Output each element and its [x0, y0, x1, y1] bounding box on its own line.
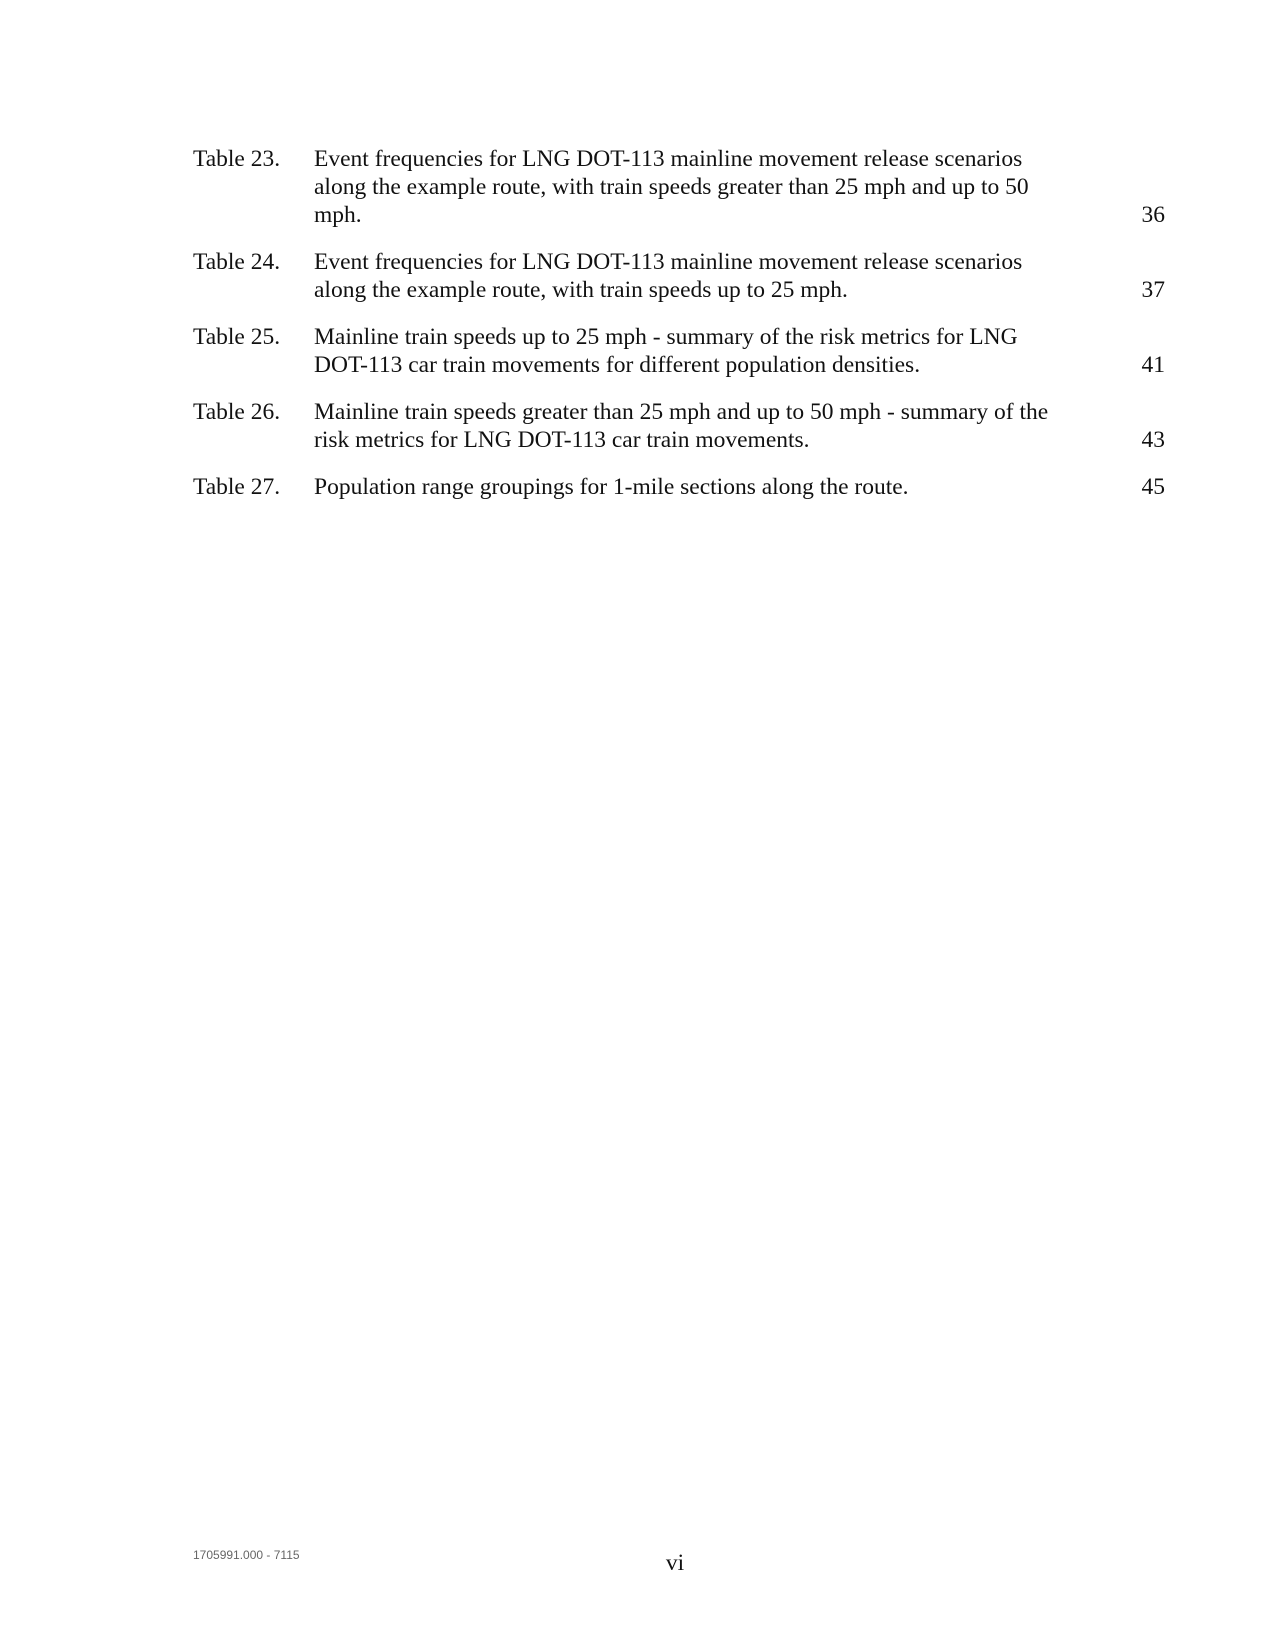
toc-entry-table-26[interactable]	[193, 398, 1165, 454]
toc-entry-title: Event frequencies for LNG DOT-113 mainline movement release scenarios along the example route, with train speeds up to 25 mph.	[314, 249, 1023, 303]
toc-entry-page-number: 36	[1141, 202, 1165, 228]
toc-entry-title: Mainline train speeds up to 25 mph - summary of the risk metrics for LNG DOT-113 car train movements for different population densities.	[314, 324, 1018, 378]
document-number: 1705991.000 - 7115	[193, 1548, 300, 1562]
toc-entry-table-24[interactable]	[193, 248, 1165, 304]
toc-entry-table-27[interactable]	[193, 473, 1165, 501]
toc-entry-label: Table 25.	[193, 324, 281, 350]
toc-entry-page-number: 41	[1141, 352, 1165, 378]
toc-entry-page-number: 37	[1141, 277, 1165, 303]
toc-entry-label: Table 27.	[193, 474, 281, 500]
toc-entry-title: Mainline train speeds greater than 25 mph and up to 50 mph - summary of the risk metrics for LNG DOT-113 car train movements.	[314, 399, 1049, 453]
toc-entry-table-25[interactable]	[193, 323, 1165, 379]
toc-entry-table-23[interactable]	[193, 145, 1165, 229]
list-of-tables	[193, 145, 1165, 520]
toc-entry-title: Population range groupings for 1-mile sections along the route.	[314, 474, 909, 500]
toc-entry-page-number: 45	[1141, 474, 1165, 500]
toc-entry-label: Table 23.	[193, 146, 281, 172]
toc-entry-page-number: 43	[1141, 427, 1165, 453]
toc-entry-label: Table 26.	[193, 399, 281, 425]
toc-entry-label: Table 24.	[193, 249, 281, 275]
page-number: vi	[665, 1550, 685, 1576]
toc-entry-title: Event frequencies for LNG DOT-113 mainline movement release scenarios along the example route, with train speeds greater than 25 mph and up to 50 mph.	[314, 146, 1029, 228]
